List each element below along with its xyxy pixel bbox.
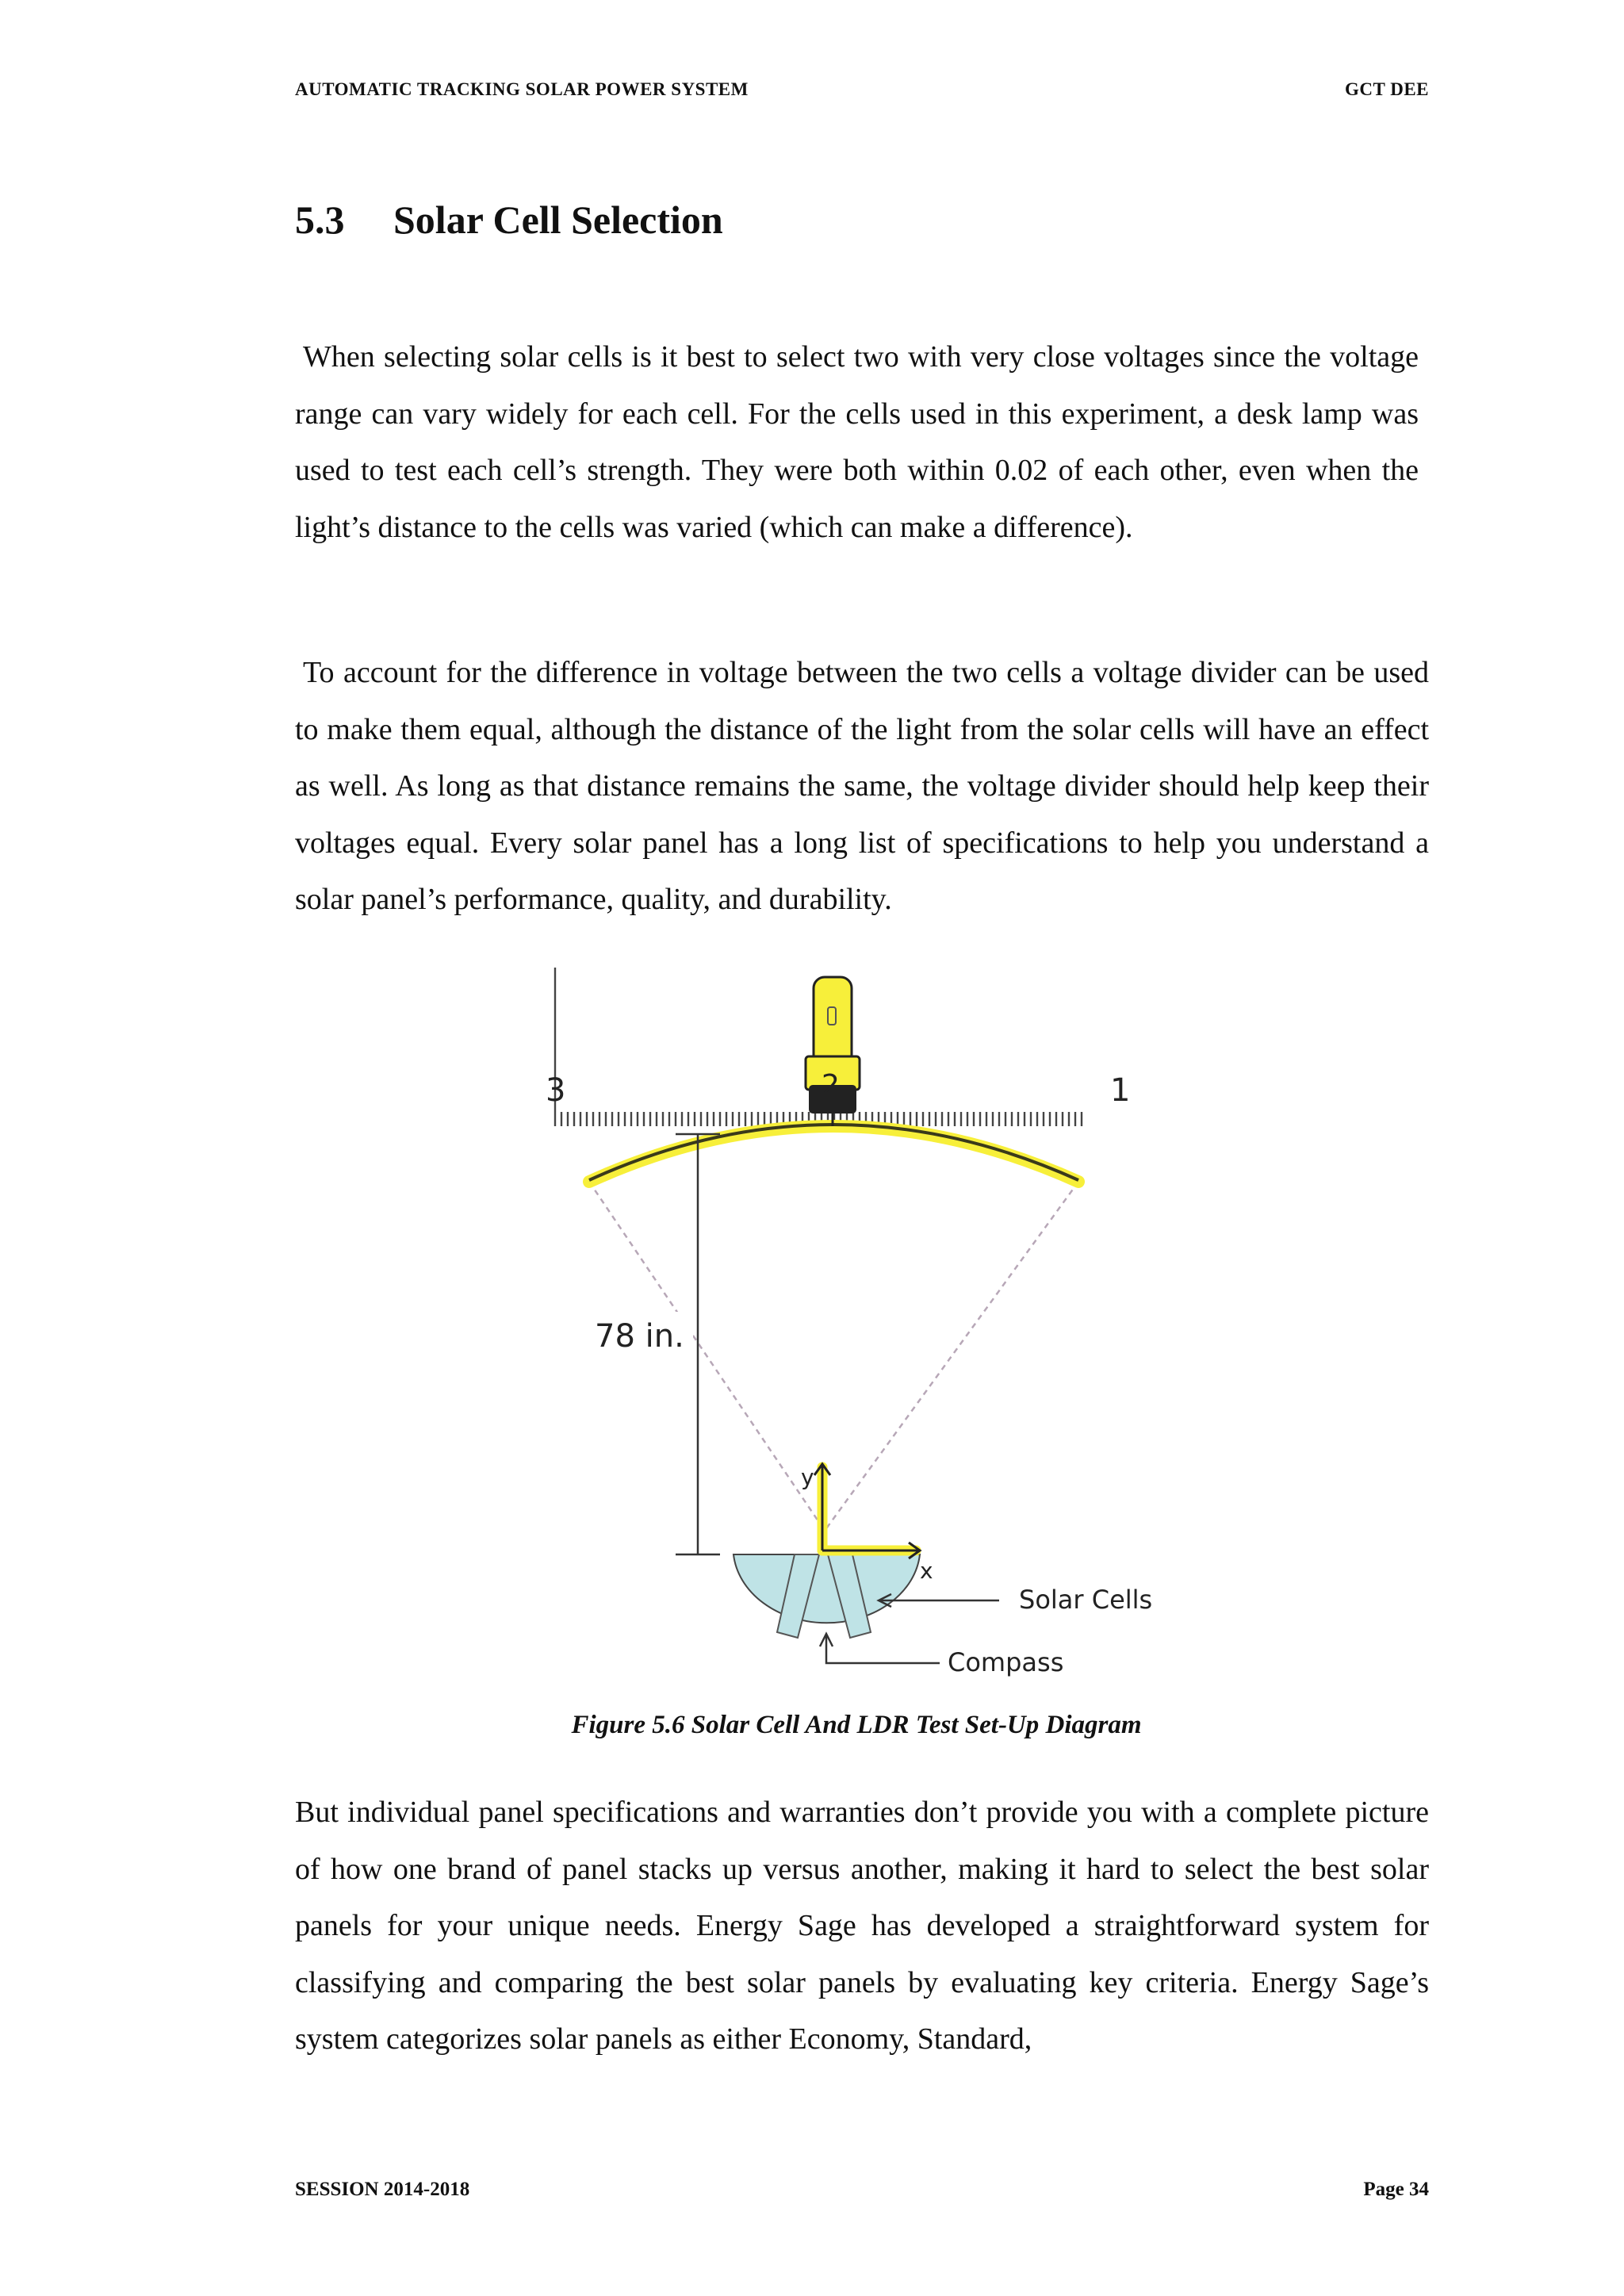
axis-arrows — [814, 1464, 920, 1558]
footer-session: SESSION 2014-2018 — [295, 2179, 470, 2200]
guide-line-right — [825, 1182, 1078, 1531]
setup-diagram — [508, 968, 1189, 1697]
position-2-label: 2 — [822, 1069, 840, 1102]
axis-x-label: x — [920, 1558, 933, 1584]
axis-y-label: y — [801, 1464, 814, 1490]
header-dept: GCT DEE — [1345, 79, 1429, 99]
lamp-icon — [806, 977, 860, 1126]
lamp-path-arc — [589, 1125, 1078, 1180]
footer-page: Page 34 — [1363, 2179, 1429, 2200]
position-3-label: 3 — [546, 1072, 566, 1109]
section-title: Solar Cell Selection — [393, 197, 723, 242]
section-heading — [295, 197, 723, 243]
paragraph-3: But individual panel specifications and warranties don’t provide you with a complete picture of how one brand of panel stacks up versus another, making it hard to select the best solar panels for your unique needs. Energy Sage has developed a straightforward system for classifying and comparing the best solar panels by evaluating key criteria. Energy Sage’s system categorizes solar panels as either Economy, Standard, — [295, 1796, 1429, 2056]
position-1-label: 1 — [1110, 1072, 1131, 1109]
compass-disc — [733, 1554, 920, 1623]
solar-cells-label: Solar Cells — [1019, 1585, 1153, 1615]
paragraph-2: To account for the difference in voltage between the two cells a voltage divider can be used to make them equal, although the distance of the light from the solar cells will have an effect as well. As long as that distance remains the same, the voltage divider should help keep their voltages equal. Every solar panel has a long list of specifications to help you understand a solar panel’s performance, quality, and durability. — [295, 656, 1429, 916]
figure-caption: Figure 5.6 Solar Cell And LDR Test Set-Up Diagram — [571, 1711, 1142, 1739]
header-title: AUTOMATIC TRACKING SOLAR POWER SYSTEM — [295, 79, 749, 99]
compass-label: Compass — [948, 1647, 1064, 1677]
paragraph-1: When selecting solar cells is it best to select two with very close voltages since the voltage range can vary widely for each cell. For the cells used in this experiment, a desk lamp was used to test each cell’s strength. They were both within 0.02 of each other, even when the light’s distance to the cells was varied (which can make a difference). — [295, 340, 1419, 544]
lamp-path-arc-glow — [589, 1126, 1078, 1182]
compass-pointer — [826, 1635, 940, 1663]
distance-label: 78 in. — [595, 1318, 684, 1355]
section-number: 5.3 — [295, 197, 345, 242]
